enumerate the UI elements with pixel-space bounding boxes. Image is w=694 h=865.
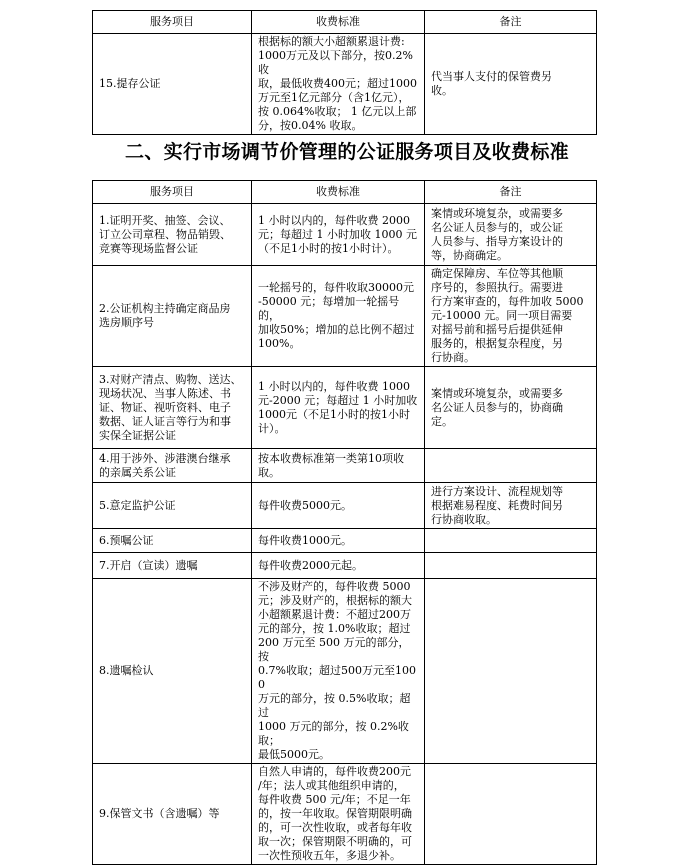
cell-fee: 根据标的额大小超额累退计费: 1000万元及以下部分，按0.2%收 取，最低收费400元；超过1000 万元至1亿元部分（含1亿元）， 按 0.064%收取； 1 亿元以上部 分，按0.04% 收取。 bbox=[252, 34, 425, 135]
cell-item: 9.保管文书（含遗嘱）等 bbox=[93, 764, 252, 865]
cell-fee: 每件收费1000元。 bbox=[252, 529, 425, 553]
cell-item: 4.用于涉外、涉港澳台继承 的亲属关系公证 bbox=[93, 449, 252, 483]
table-row bbox=[93, 529, 597, 553]
header-service-item: 服务项目 bbox=[93, 11, 252, 34]
table-row bbox=[93, 449, 597, 483]
cell-note bbox=[425, 764, 597, 865]
table-row bbox=[93, 367, 597, 449]
cell-item: 8.遗嘱检认 bbox=[93, 579, 252, 764]
cell-fee: 一轮摇号的，每件收取30000元 -50000 元；每增加一轮摇号的， 加收50%；增加的总比例不超过 100%。 bbox=[252, 266, 425, 367]
header-remarks: 备注 bbox=[425, 181, 597, 204]
table-row bbox=[93, 34, 597, 135]
cell-item: 2.公证机构主持确定商品房 选房顺序号 bbox=[93, 266, 252, 367]
cell-item: 6.预嘱公证 bbox=[93, 529, 252, 553]
cell-note bbox=[425, 579, 597, 764]
cell-item: 5.意定监护公证 bbox=[93, 483, 252, 529]
table-row bbox=[93, 204, 597, 266]
cell-note bbox=[425, 553, 597, 579]
cell-note: 案情或环境复杂，或需要多 名公证人员参与的，协商确 定。 bbox=[425, 367, 597, 449]
cell-item: 7.开启（宣读）遗嘱 bbox=[93, 553, 252, 579]
header-fee-standard: 收费标准 bbox=[252, 181, 425, 204]
cell-note: 确定保障房、车位等其他顺 序号的，参照执行。需要进 行方案审查的，每件加收 5000 元-10000 元。同一项目需要 对摇号前和摇号后提供延伸 服务的，根据复杂程度，另 行协商。 bbox=[425, 266, 597, 367]
cell-note: 代当事人支付的保管费另 收。 bbox=[425, 34, 597, 135]
cell-note bbox=[425, 449, 597, 483]
table-row bbox=[93, 579, 597, 764]
market-price-fee-table bbox=[92, 180, 597, 865]
fee-table-continued bbox=[92, 10, 597, 135]
cell-fee: 自然人申请的，每件收费200元 /年；法人或其他组织申请的， 每件收费 500 元/年；不足一年 的，按一年收取。保管期限明确 的，可一次性收取，或者每年收 取一次；保管期限不明确的，可 一次性预收五年，多退少补。 bbox=[252, 764, 425, 865]
cell-fee: 不涉及财产的，每件收费 5000 元；涉及财产的，根据标的额大 小超额累退计费：不超过200万 元的部分，按 1.0%收取；超过 200 万元至 500 万元的部分，按 0.7%收取；超过500万元至1000 万元的部分，按 0.5%收取；超过 1000 万元的部分，按 0.2%收取； 最低5000元。 bbox=[252, 579, 425, 764]
cell-fee: 每件收费2000元起。 bbox=[252, 553, 425, 579]
table-header-row bbox=[93, 11, 597, 34]
table-header-row bbox=[93, 181, 597, 204]
cell-item: 3.对财产清点、购物、送达、 现场状况、当事人陈述、书 证、物证、视听资料、电子 数据、证人证言等行为和事 实保全证据公证 bbox=[93, 367, 252, 449]
cell-item: 15.提存公证 bbox=[93, 34, 252, 135]
table-row bbox=[93, 483, 597, 529]
table-row bbox=[93, 266, 597, 367]
cell-note: 进行方案设计、流程规划等 根据难易程度、耗费时间另 行协商收取。 bbox=[425, 483, 597, 529]
header-fee-standard: 收费标准 bbox=[252, 11, 425, 34]
header-service-item: 服务项目 bbox=[93, 181, 252, 204]
cell-fee: 每件收费5000元。 bbox=[252, 483, 425, 529]
cell-fee: 1 小时以内的，每件收费 2000 元；每超过 1 小时加收 1000 元 （不足1小时的按1小时计）。 bbox=[252, 204, 425, 266]
cell-fee: 1 小时以内的，每件收费 1000 元-2000 元；每超过 1 小时加收 1000元（不足1小时的按1小时 计）。 bbox=[252, 367, 425, 449]
cell-note: 案情或环境复杂，或需要多 名公证人员参与的，或公证 人员参与、指导方案设计的 等，协商确定。 bbox=[425, 204, 597, 266]
header-remarks: 备注 bbox=[425, 11, 597, 34]
table-row bbox=[93, 553, 597, 579]
table-row bbox=[93, 764, 597, 865]
section-title: 二、实行市场调节价管理的公证服务项目及收费标准 bbox=[125, 141, 569, 163]
cell-item: 1.证明开奖、抽签、会议、 订立公司章程、物品销毁、 竞赛等现场监督公证 bbox=[93, 204, 252, 266]
cell-fee: 按本收费标准第一类第10项收 取。 bbox=[252, 449, 425, 483]
cell-note bbox=[425, 529, 597, 553]
